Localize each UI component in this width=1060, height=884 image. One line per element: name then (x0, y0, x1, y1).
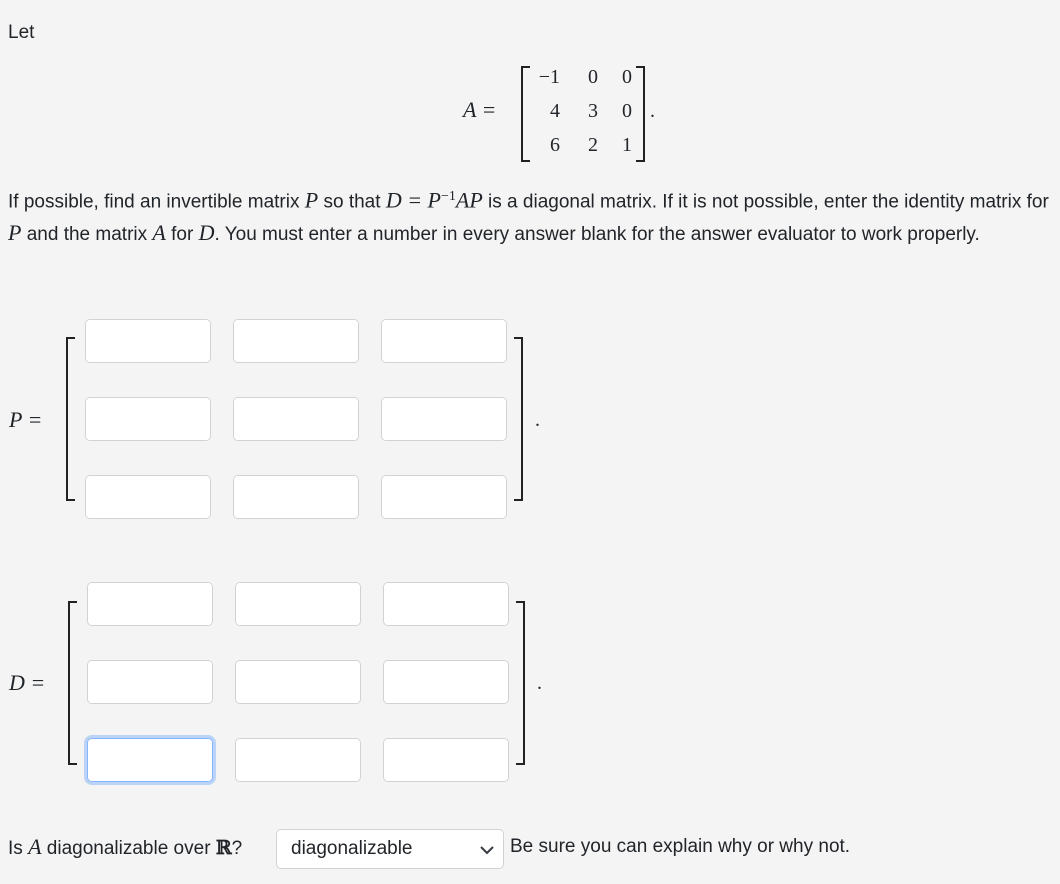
matrix-p-cell-2-3 (381, 397, 507, 441)
matrix-a-label: A = (463, 97, 497, 122)
matrix-d-input-2-2[interactable] (236, 661, 361, 703)
matrix-d-cell-3-2 (235, 738, 361, 782)
diagonalizable-select[interactable] (276, 829, 504, 869)
matrix-a-cell: 0 (588, 66, 598, 88)
select-value: diagonalizable (291, 838, 413, 859)
matrix-d-cell-3-1 (87, 738, 213, 782)
matrix-p-input-2-3[interactable] (382, 398, 507, 440)
matrix-a-cell: 4 (550, 100, 560, 122)
matrix-d-input-1-2[interactable] (236, 583, 361, 625)
matrix-d-cell-1-1 (87, 582, 213, 626)
matrix-p-cell-1-2 (233, 319, 359, 363)
question-text (8, 181, 1053, 250)
matrix-p-label: P = (9, 407, 43, 432)
explain-note: Be sure you can explain why or why not. (510, 836, 851, 857)
matrix-p-input-1-1[interactable] (86, 320, 211, 362)
intro-text: Let (8, 22, 35, 43)
matrix-p-period: . (535, 409, 540, 431)
matrix-p-input-1-2[interactable] (234, 320, 359, 362)
matrix-d-input-1-3[interactable] (384, 583, 509, 625)
matrix-a-cell: 0 (622, 66, 632, 88)
matrix-a-cells (528, 64, 638, 160)
matrix-p-input-3-1[interactable] (86, 476, 211, 518)
matrix-p-cell-3-2 (233, 475, 359, 519)
matrix-p-cell-2-1 (85, 397, 211, 441)
matrix-p-left-bracket (66, 337, 75, 501)
matrix-d-cell-3-3 (383, 738, 509, 782)
matrix-d-input-1-1[interactable] (88, 583, 213, 625)
matrix-d-right-bracket (516, 601, 525, 765)
matrix-d-left-bracket (68, 601, 77, 765)
question-fragment: . You must enter a number in every answer blank for the answer evaluator to work properly. (214, 224, 980, 246)
matrix-d-cell-2-2 (235, 660, 361, 704)
matrix-p-input-1-3[interactable] (382, 320, 507, 362)
matrix-a-cell: 3 (588, 100, 598, 122)
matrix-p-cell-1-3 (381, 319, 507, 363)
matrix-d-input-3-1[interactable] (88, 739, 213, 781)
math-var: P (8, 220, 22, 246)
question-fragment: diagonalizable over (41, 838, 216, 859)
matrix-p-cell-3-3 (381, 475, 507, 519)
matrix-p-cell-1-1 (85, 319, 211, 363)
chevron-down-icon (479, 844, 495, 856)
math-var: A (152, 220, 166, 246)
matrix-d-input-2-1[interactable] (88, 661, 213, 703)
matrix-d-input-3-2[interactable] (236, 739, 361, 781)
matrix-a-cell: −1 (538, 66, 560, 88)
matrix-p-cell-3-1 (85, 475, 211, 519)
matrix-d-cell-2-1 (87, 660, 213, 704)
matrix-p-input-3-3[interactable] (382, 476, 507, 518)
matrix-d-label: D = (9, 670, 46, 695)
matrix-d-input-2-3[interactable] (384, 661, 509, 703)
matrix-d-period: . (537, 672, 542, 694)
matrix-a-period: . (650, 100, 655, 122)
matrix-p-input-2-2[interactable] (234, 398, 359, 440)
matrix-a-cell: 6 (550, 134, 560, 156)
question-fragment: is a diagonal matrix. If it is not possible, enter the identity matrix for (482, 191, 1049, 213)
matrix-a-cell: 1 (622, 134, 632, 156)
math-expr: AP (455, 187, 483, 213)
math-var: A (28, 834, 42, 859)
question-fragment: and the matrix (21, 224, 153, 246)
diagonalizable-question (8, 831, 242, 864)
question-fragment: If possible, find an invertible matrix (8, 191, 305, 213)
question-fragment: ? (231, 838, 243, 859)
matrix-a-cell: 0 (622, 100, 632, 122)
matrix-p-input-2-1[interactable] (86, 398, 211, 440)
math-var: D (198, 220, 215, 246)
matrix-d-cell-1-3 (383, 582, 509, 626)
math-var: P (304, 187, 319, 213)
matrix-p-cell-2-2 (233, 397, 359, 441)
matrix-d-cell-1-2 (235, 582, 361, 626)
real-numbers-symbol: ℝ (215, 837, 232, 859)
matrix-p-right-bracket (514, 337, 523, 501)
question-fragment: Is (8, 838, 29, 859)
question-fragment: so that (318, 191, 386, 213)
matrix-d-input-3-3[interactable] (384, 739, 509, 781)
question-fragment: for (165, 224, 199, 246)
matrix-d-cell-2-3 (383, 660, 509, 704)
matrix-a-cell: 2 (588, 134, 598, 156)
matrix-p-input-3-2[interactable] (234, 476, 359, 518)
math-expr: D = P (385, 187, 441, 213)
math-exponent: −1 (440, 189, 456, 204)
